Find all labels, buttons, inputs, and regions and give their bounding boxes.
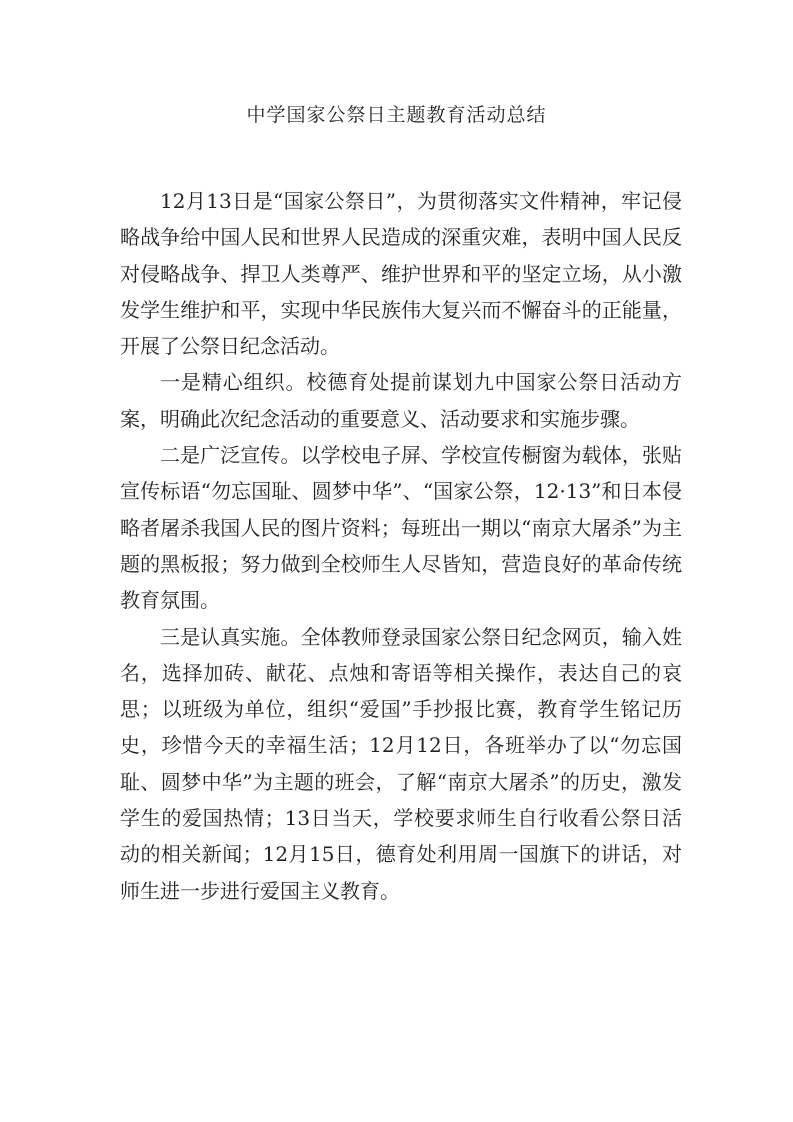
paragraph-organization: 一是精心组织。校德育处提前谋划九中国家公祭日活动方案，明确此次纪念活动的重要意义、活动要求和实施步骤。 — [120, 370, 682, 431]
paragraph-intro: 12月13日是“国家公祭日”，为贯彻落实文件精神，牢记侵略战争给中国人民和世界人民造成的深重灾难，表明中国人民反对侵略战争、捍卫人类尊严、维护世界和平的坚定立场，从小激发学生维护和平，实现中华民族伟大复兴而不懈奋斗的正能量，开展了公祭日纪念活动。 — [120, 189, 682, 359]
document-body — [120, 183, 682, 909]
paragraph-implementation: 三是认真实施。全体教师登录国家公祭日纪念网页，输入姓名，选择加砖、献花、点烛和寄语等相关操作，表达自己的哀思；以班级为单位，组织“爱国”手抄报比赛，教育学生铭记历史，珍惜今天的幸福生活；12月12日，各班举办了以“勿忘国耻、圆梦中华”为主题的班会，了解“南京大屠杀”的历史，激发学生的爱国热情；13日当天，学校要求师生自行收看公祭日活动的相关新闻；12月15日，德育处利用周一国旗下的讲话，对师生进一步进行爱国主义教育。 — [120, 624, 682, 903]
document-title: 中学国家公祭日主题教育活动总结 — [246, 104, 547, 126]
paragraph-publicity: 二是广泛宣传。以学校电子屏、学校宣传橱窗为载体，张贴宣传标语“勿忘国耻、圆梦中华”、“国家公祭，12·13”和日本侵略者屠杀我国人民的图片资料；每班出一期以“南京大屠杀”为主题的黑板报；努力做到全校师生人尽皆知，营造良好的革命传统教育氛围。 — [120, 443, 682, 613]
